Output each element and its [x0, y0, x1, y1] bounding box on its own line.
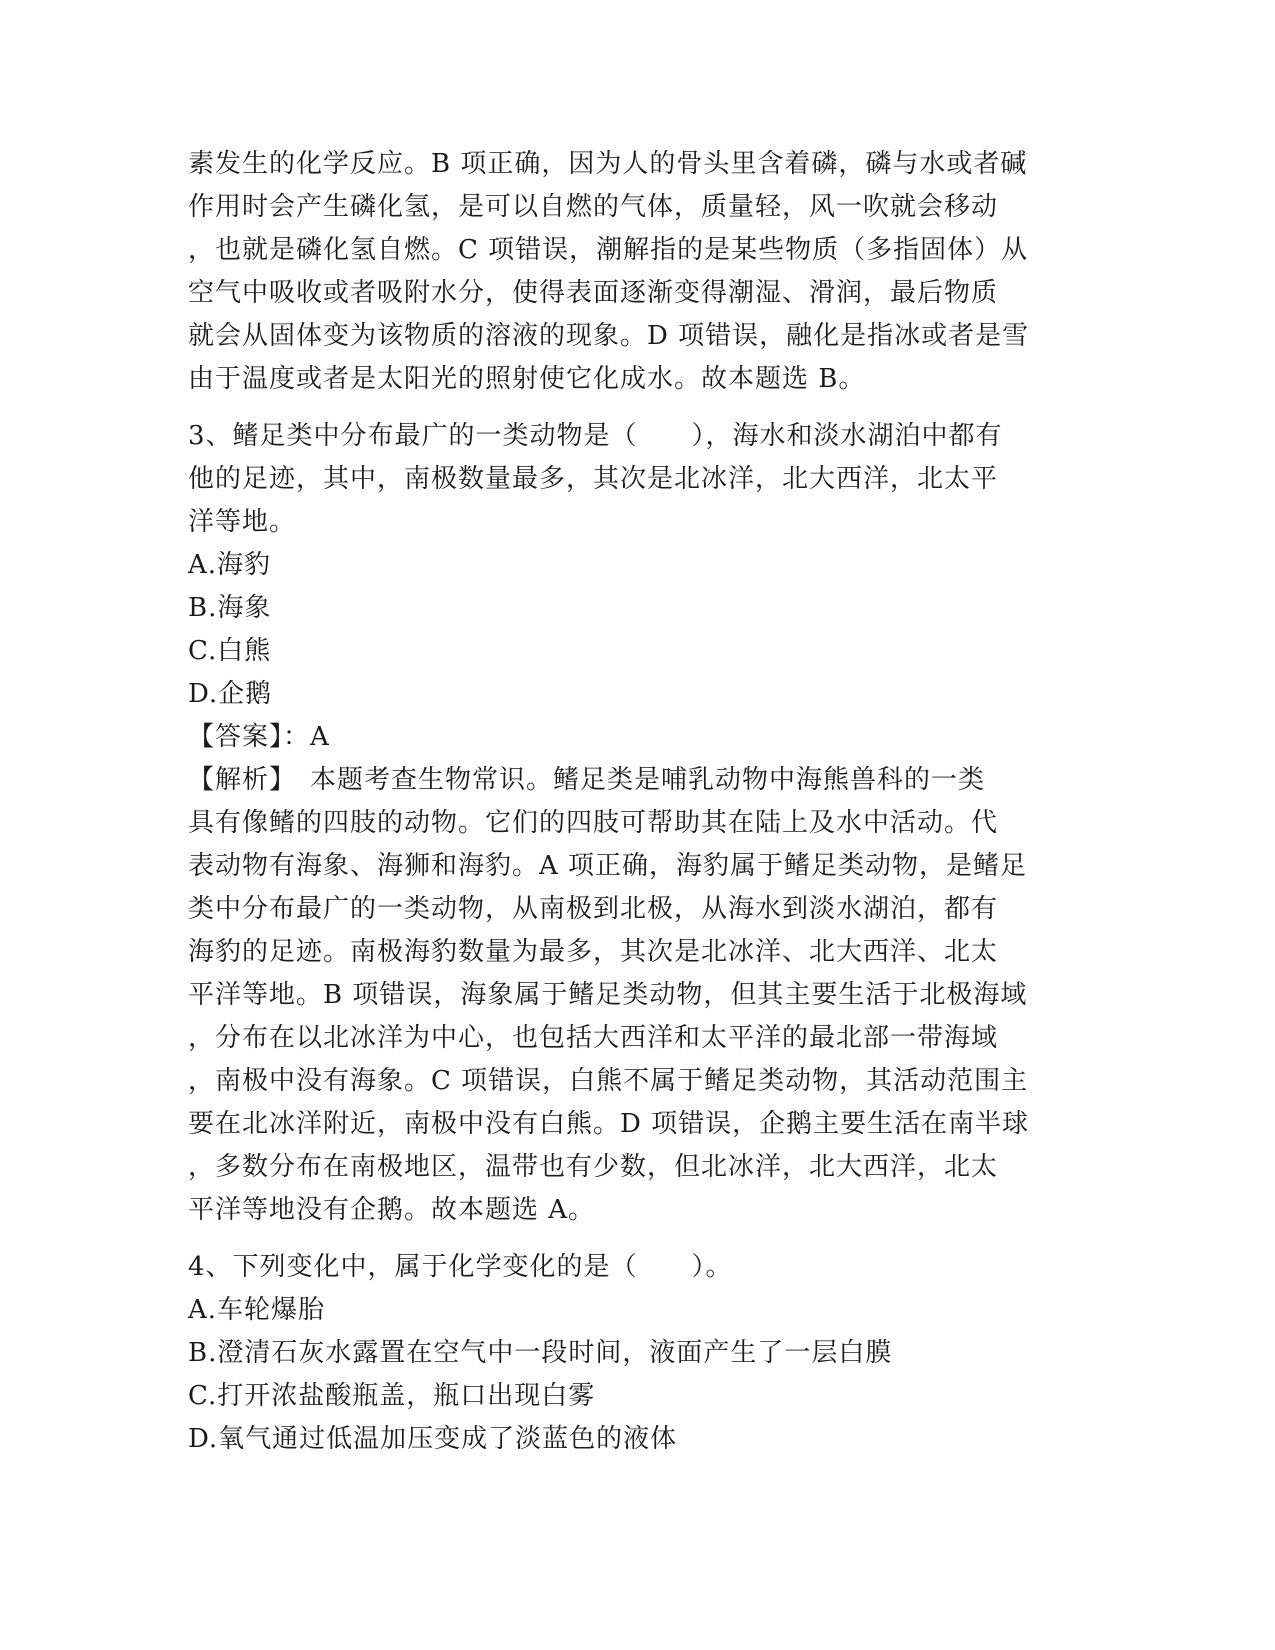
- question-4: [188, 1246, 1078, 1461]
- analysis-line: ，南极中没有海象。C 项错误，白熊不属于鳍足类动物，其活动范围主: [188, 1066, 1029, 1096]
- analysis-line: 就会从固体变为该物质的溶液的现象。D 项错误，融化是指冰或者是雪: [188, 321, 1030, 351]
- analysis-line: ，多数分布在南极地区，温带也有少数，但北冰洋，北大西洋，北太: [188, 1152, 999, 1182]
- option-b: B.澄清石灰水露置在空气中一段时间，液面产生了一层白膜: [188, 1338, 893, 1368]
- analysis-line: 【解析】 本题考查生物常识。鳍足类是哺乳动物中海熊兽科的一类: [188, 765, 986, 795]
- analysis-line: 由于温度或者是太阳光的照射使它化成水。故本题选 B。: [188, 364, 866, 394]
- analysis-line: 平洋等地。B 项错误，海象属于鳍足类动物，但其主要生活于北极海域: [188, 980, 1028, 1010]
- analysis-line: 平洋等地没有企鹅。故本题选 A。: [188, 1195, 596, 1225]
- analysis-line: 具有像鳍的四肢的动物。它们的四肢可帮助其在陆上及水中活动。代: [188, 808, 999, 838]
- question-stem-line: 3、鳍足类中分布最广的一类动物是（ ），海水和淡水湖泊中都有: [188, 421, 1003, 451]
- option-c: C.打开浓盐酸瓶盖，瓶口出现白雾: [188, 1381, 596, 1411]
- analysis-line: 作用时会产生磷化氢，是可以自燃的气体，质量轻，风一吹就会移动: [188, 192, 999, 222]
- option-a: A.海豹: [188, 550, 272, 580]
- question-stem-line: 4、下列变化中，属于化学变化的是（ ）。: [188, 1252, 733, 1282]
- option-d: D.企鹅: [188, 679, 273, 709]
- analysis-line: 类中分布最广的一类动物，从南极到北极，从海水到淡水湖泊，都有: [188, 894, 999, 924]
- question-3: [188, 415, 1078, 1232]
- option-b: B.海象: [188, 593, 272, 623]
- question-stem-line: 他的足迹，其中，南极数量最多，其次是北冰洋，北大西洋，北太平: [188, 464, 999, 494]
- analysis-line: 空气中吸收或者吸附水分，使得表面逐渐变得潮湿、滑润，最后物质: [188, 278, 999, 308]
- answer-line: 【答案】：A: [188, 722, 330, 752]
- document-page: [188, 143, 1078, 1461]
- question-stem-line: 洋等地。: [188, 507, 297, 537]
- analysis-line: 要在北冰洋附近，南极中没有白熊。D 项错误，企鹅主要生活在南半球: [188, 1109, 1030, 1139]
- option-d: D.氧气通过低温加压变成了淡蓝色的液体: [188, 1424, 678, 1454]
- previous-analysis: [188, 143, 1078, 401]
- analysis-line: 表动物有海象、海狮和海豹。A 项正确，海豹属于鳍足类动物，是鳍足: [188, 851, 1028, 881]
- option-c: C.白熊: [188, 636, 272, 666]
- option-a: A.车轮爆胎: [188, 1295, 326, 1325]
- analysis-line: ，也就是磷化氢自燃。C 项错误，潮解指的是某些物质（多指固体）从: [188, 235, 1029, 265]
- analysis-line: 海豹的足迹。南极海豹数量为最多，其次是北冰洋、北大西洋、北太: [188, 937, 999, 967]
- analysis-line: 素发生的化学反应。B 项正确，因为人的骨头里含着磷，磷与水或者碱: [188, 149, 1028, 179]
- analysis-line: ，分布在以北冰洋为中心，也包括大西洋和太平洋的最北部一带海域: [188, 1023, 999, 1053]
